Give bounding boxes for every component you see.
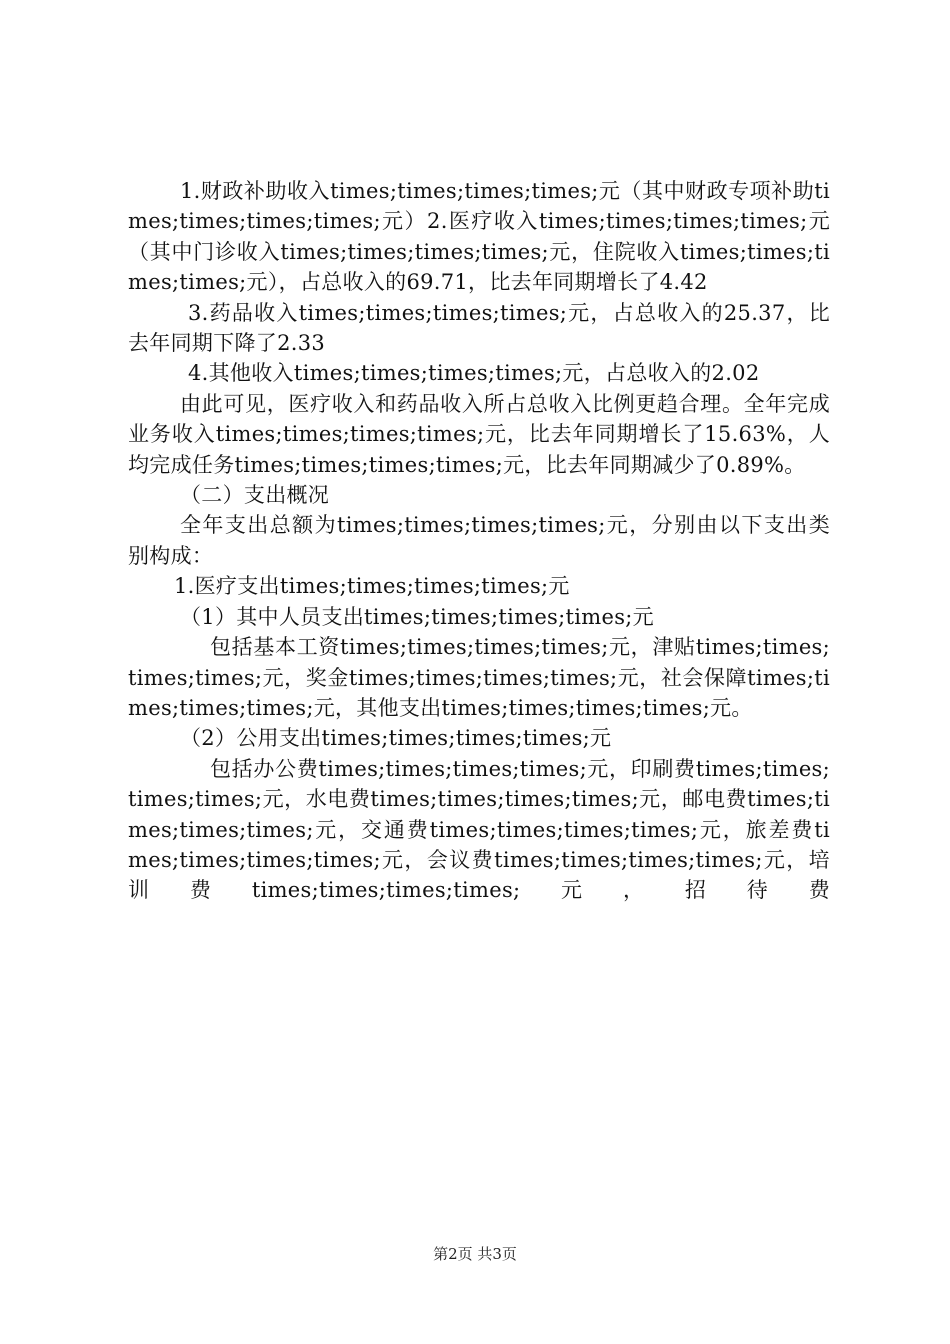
paragraph-public-details: 包括办公费times;times;times;times;元，印刷费times;times;times;times;元，水电费times;times;times;times;元，邮电费times;times;times;times;元，交通费times;times;times;times;元，旅差费times;times;times;times;元，会议费times;times;times;times;元，培训费times;times;times;times;元，招待费 [128, 756, 830, 903]
paragraph-personnel-expenditure: （1）其中人员支出times;times;times;times;元 [180, 604, 654, 629]
paragraph-other-income: 4.其他收入times;times;times;times;元，占总收入的2.02 [188, 361, 760, 386]
page-number: 第2页 共3页 [433, 1245, 517, 1263]
paragraph-income-items: 1.财政补助收入times;times;times;times;元（其中财政专项补助times;times;times;times;元）2.医疗收入times;times;times;times;元（其中门诊收入times;times;times;times;元，住院收入times;times;times;times;元），占总收入的69.71，比去年同期增长了4.42 [128, 179, 830, 295]
paragraph-personnel-details: 包括基本工资times;times;times;times;元，津贴times;times;times;times;元，奖金times;times;times;times;元，社会保障times;times;times;times;元，其他支出times;times;times;times;元。 [128, 635, 830, 720]
paragraph-medical-expenditure: 1.医疗支出times;times;times;times;元 [174, 574, 570, 599]
paragraph-expenditure-total: 全年支出总额为times;times;times;times;元，分别由以下支出类别构成： [128, 513, 830, 568]
paragraph-public-expenditure: （2）公用支出times;times;times;times;元 [180, 726, 612, 751]
paragraph-drug-income: 3.药品收入times;times;times;times;元，占总收入的25.37，比去年同期下降了2.33 [128, 300, 830, 356]
section-heading-expenditure: （二）支出概况 [180, 483, 330, 508]
document-body [128, 176, 830, 906]
paragraph-income-summary: 由此可见，医疗收入和药品收入所占总收入比例更趋合理。全年完成业务收入times;times;times;times;元，比去年同期增长了15.63%，人均完成任务times;times;times;times;元，比去年同期减少了0.89%。 [128, 391, 830, 477]
